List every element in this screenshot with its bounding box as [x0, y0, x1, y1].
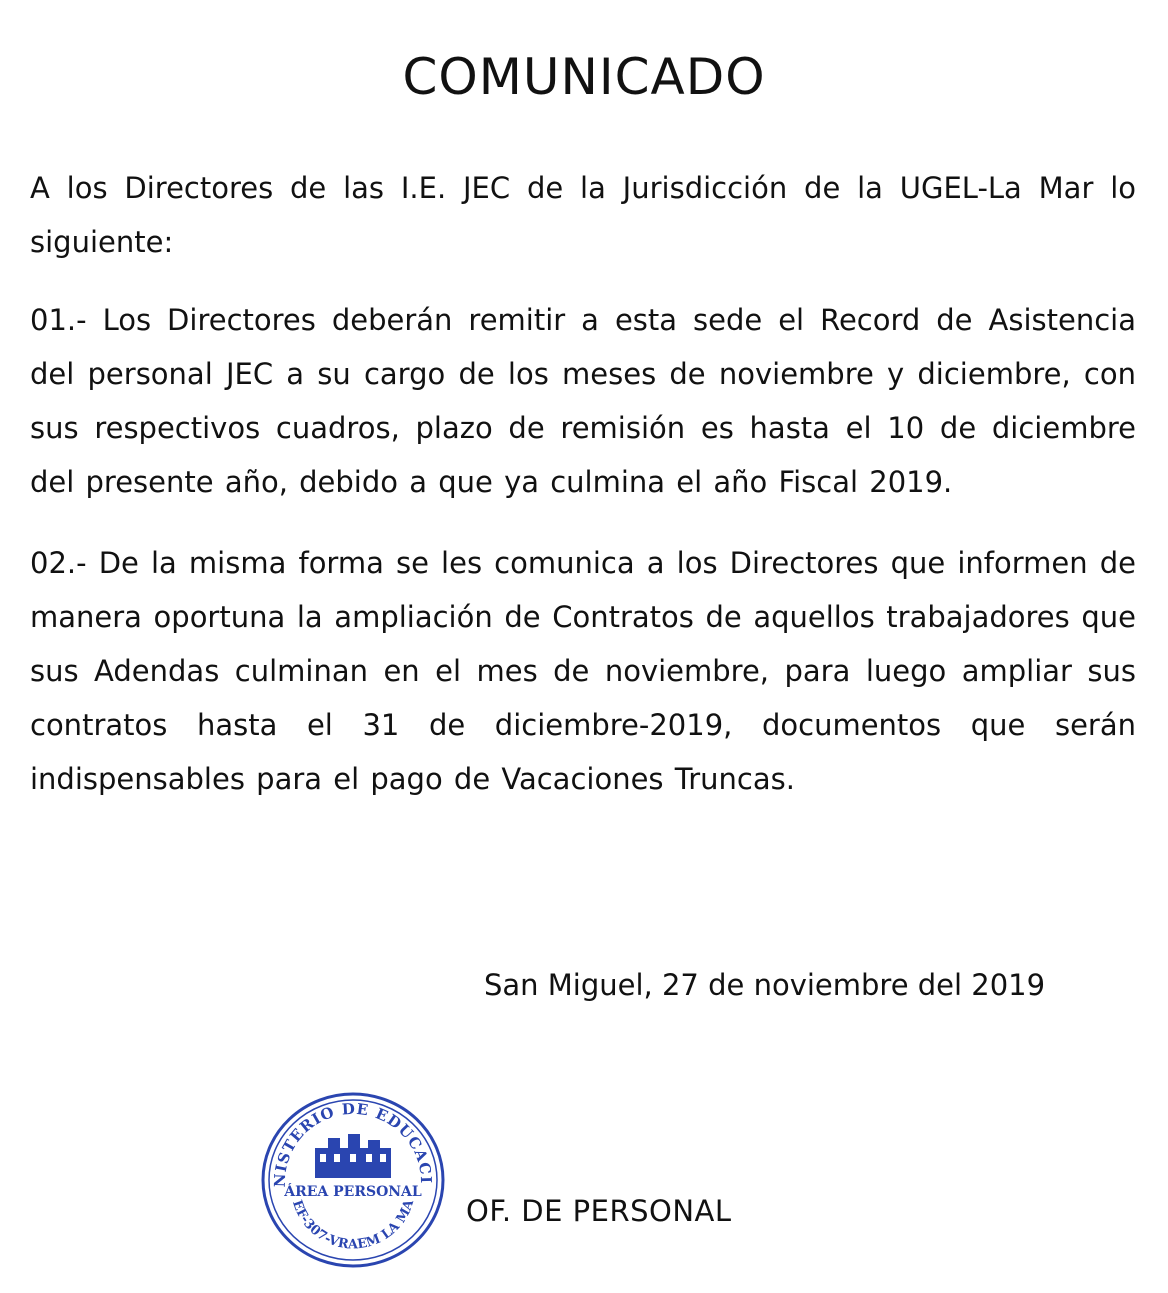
place-date: San Miguel, 27 de noviembre del 2019 [484, 968, 1046, 1002]
item-1-paragraph: 01.- Los Directores deberán remitir a esta sede el Record de Asistencia del personal JEC a su cargo de los meses de noviembre y diciembre, con sus respectivos cuadros, plazo de remisión es hasta el 10 de diciembre del presente año, debido a que ya culmina el año Fiscal 2019. [30, 303, 1136, 499]
stamp-seal [258, 1090, 448, 1270]
svg-text:MINISTERIO DE EDUCACIÓN: NISTERIO DE EDUCACI [270, 1099, 436, 1188]
svg-text:ÁREA PERSONAL: ÁREA PERSONAL [284, 1184, 422, 1200]
svg-text:UEF-307-VRAEM LA MAR: EF-307-VRAEM LA MA [289, 1197, 418, 1253]
document-title: COMUNICADO [402, 47, 766, 106]
official-stamp [258, 1090, 448, 1270]
building-emblem-icon [315, 1134, 391, 1178]
intro-paragraph: A los Directores de las I.E. JEC de la Jurisdicción de la UGEL-La Mar lo siguiente: [30, 171, 1136, 259]
item-2-paragraph: 02.- De la misma forma se les comunica a los Directores que informen de manera oportuna la ampliación de Contratos de aquellos trabajadores que sus Adendas culminan en el mes de noviembre, para luego ampliar sus contratos hasta el 31 de diciembre-2019, documentos que serán indispensables para el pago de Vacaciones Truncas. [30, 546, 1136, 796]
signer-office: OF. DE PERSONAL [466, 1194, 732, 1228]
